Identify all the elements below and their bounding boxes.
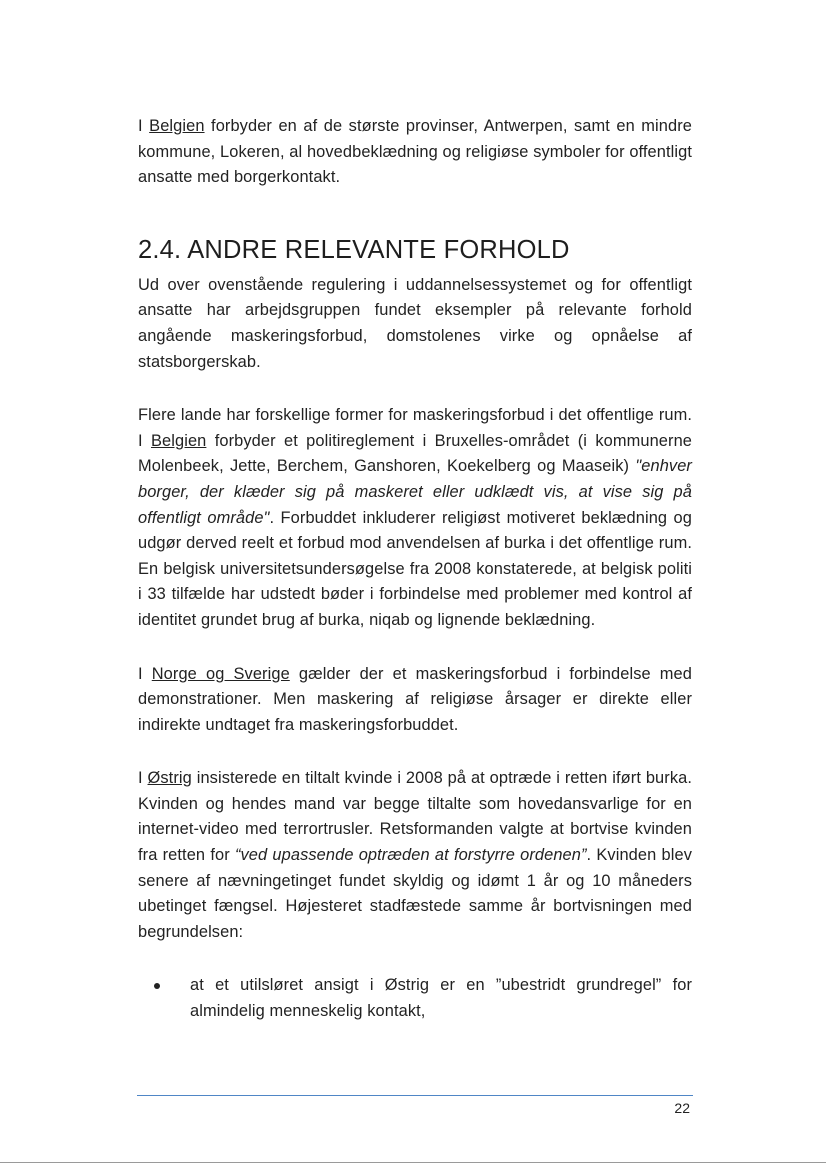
list-item-text: at et utilsløret ansigt i Østrig er en ”ubestridt grundregel” for almindelig menneskelig kontakt,	[190, 976, 692, 1021]
scan-edge-line	[0, 1162, 826, 1163]
text-run: I	[138, 117, 150, 135]
bullet-icon	[154, 983, 160, 989]
list-item	[138, 973, 692, 1024]
page-content	[138, 114, 692, 1025]
country-reference-austria: Østrig	[147, 769, 192, 788]
country-reference-belgium: Belgien	[151, 431, 207, 450]
paragraph-norway-sweden	[138, 662, 692, 739]
paragraph-other-relevant-matters: Ud over ovenstående regulering i uddannelsessystemet og for offentligt ansatte har arbejdsgruppen fundet eksempler på relevante forhold angående maskeringsforbud, domstolenes virke og opnåelse af statsborgerskab.	[138, 275, 692, 371]
country-reference-norway-sweden: Norge og Sverige	[151, 664, 290, 683]
text-run: I	[138, 769, 148, 788]
text-run: . Kvinden blev senere af nævningetinget fundet skyldig og idømt 1 år og 10 måneders ubetinget fængsel. Højesteret stadfæstede samme år bortvisningen med begrundelsen:	[138, 846, 692, 941]
text-run: Flere lande har forskellige former for maskeringsforbud i det offentlige rum. I	[138, 406, 692, 450]
paragraph-belgium-provinces	[138, 114, 692, 191]
text-run: insisterede en tiltalt kvinde i 2008 på at optræde i retten iført burka. Kvinden og hendes mand var begge tiltalte som hovedansvarlige for en internet-video med terrortrusler. Retsformanden valgte at bortvise kvinden fra retten for	[138, 769, 692, 865]
text-run: forbyder en af de største provinser, Antwerpen, samt en mindre kommune, Lokeren, al hovedbeklædning og religiøse symboler for offentligt ansatte med borgerkontakt.	[138, 117, 693, 187]
text-run: gælder der et maskeringsforbud i forbindelse med demonstrationer. Men maskering af religiøse årsager er direkte eller indirekte undtaget fra maskeringsforbuddet.	[138, 664, 692, 734]
text-run: I	[138, 664, 152, 683]
footer-rule	[137, 1095, 693, 1096]
text-run: . Forbuddet inkluderer religiøst motiveret beklædning og udgør derved reelt et forbud mod anvendelsen af burka i det offentlige rum. En belgisk universitetsundersøgelse fra 2008 konstaterede, at belgisk politi i 33 tilfælde har udstedt bøder i forbindelse med problemer med kontrol af identitet grundet brug af burka, niqab og lignende beklædning.	[138, 508, 692, 629]
country-reference-belgium: Belgien	[149, 117, 205, 135]
quoted-regulation: "enhver borger, der klæder sig på maskeret eller udklædt vis, at vise sig på offentligt område"	[138, 457, 692, 527]
paragraph-masking-bans	[138, 403, 692, 633]
quoted-court-reason: “ved upassende optræden at forstyrre ordenen”	[234, 846, 587, 865]
text-run: forbyder et politireglement i Bruxelles-området (i kommunerne Molenbeek, Jette, Berchem, Ganshoren, Koekelberg og Maaseik)	[138, 431, 692, 476]
bullet-list	[138, 973, 692, 1024]
page-number: 22	[674, 1100, 690, 1116]
section-heading: 2.4. ANDRE RELEVANTE FORHOLD	[138, 235, 570, 264]
paragraph-austria	[138, 766, 692, 945]
